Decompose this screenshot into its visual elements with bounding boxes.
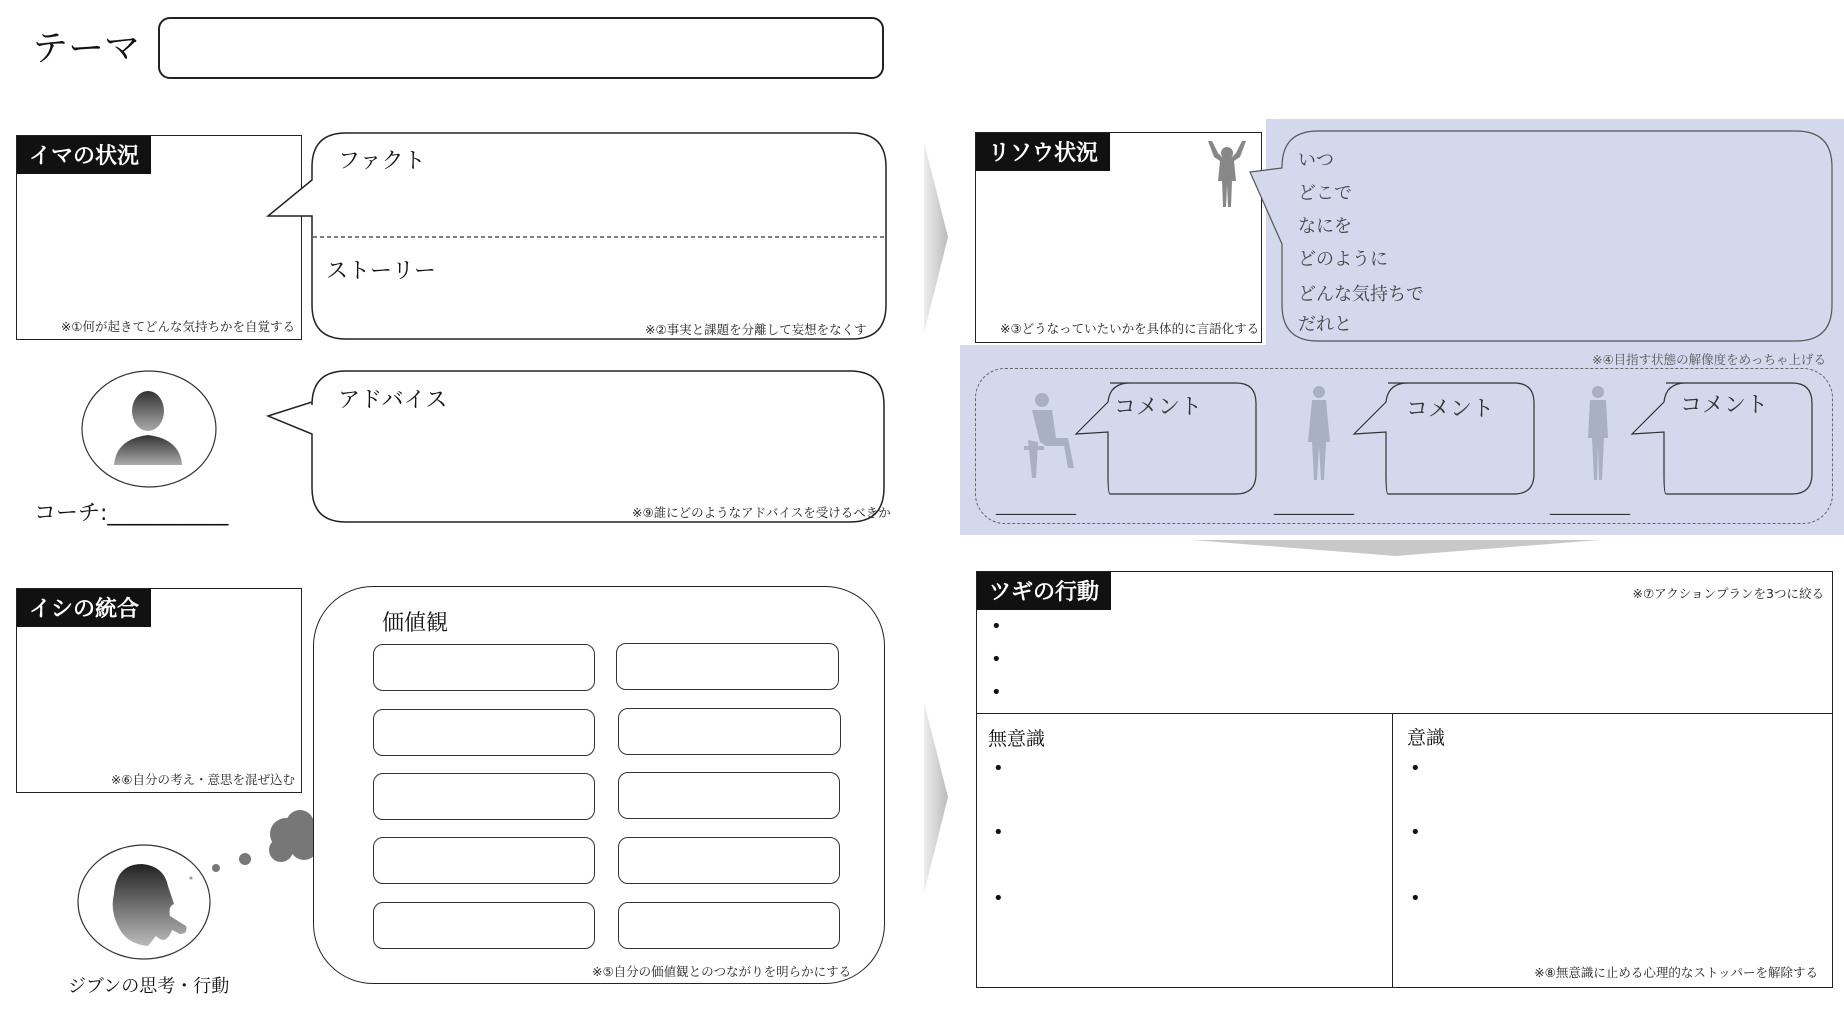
- unconscious-box[interactable]: [976, 713, 1394, 988]
- person-icon: [132, 391, 164, 431]
- ishi-box[interactable]: [16, 588, 302, 793]
- conscious-bullet[interactable]: •: [1410, 888, 1421, 909]
- theme-input[interactable]: [158, 17, 884, 79]
- unconscious-label: 無意識: [988, 728, 1046, 750]
- arrow-right-icon: [922, 700, 950, 895]
- value-slot[interactable]: [373, 709, 595, 756]
- man-standing-icon: [1582, 384, 1614, 482]
- value-slot[interactable]: [618, 902, 840, 949]
- theme-label: テーマ: [32, 28, 141, 69]
- ima-box[interactable]: [16, 135, 302, 340]
- unconscious-bullet[interactable]: •: [993, 822, 1004, 843]
- value-slot[interactable]: [616, 643, 839, 690]
- ima-note: ※①何が起きてどんな気持ちかを自覚する: [60, 319, 295, 334]
- story-label: ストーリー: [326, 259, 437, 284]
- arrow-right-icon: [922, 140, 950, 335]
- coach-avatar: [80, 369, 218, 489]
- ishi-tag: イシの統合: [17, 589, 151, 627]
- next-bullet[interactable]: •: [991, 682, 1002, 703]
- comment-name-line[interactable]: __________: [996, 496, 1076, 515]
- question-item: どんな気持ちで: [1298, 284, 1424, 305]
- unconscious-bullet[interactable]: •: [993, 888, 1004, 909]
- comment-name-line[interactable]: __________: [1550, 496, 1630, 515]
- value-slot[interactable]: [373, 773, 595, 820]
- advice-label: アドバイス: [338, 388, 448, 413]
- conscious-label: 意識: [1407, 727, 1446, 749]
- resolution-note: ※④目指す状態の解像度をめっちゃ上げる: [1592, 352, 1827, 367]
- conscious-note: ※⑧無意識に止める心理的なストッパーを解除する: [1534, 965, 1818, 980]
- conscious-box[interactable]: [1392, 713, 1833, 988]
- comment-label: コメント: [1114, 395, 1203, 420]
- fact-story-note: ※②事実と課題を分離して妄想をなくす: [645, 322, 867, 337]
- value-slot[interactable]: [618, 772, 840, 819]
- fact-label: ファクト: [338, 149, 426, 174]
- values-label: 価値観: [382, 611, 449, 636]
- ima-tag: イマの状況: [17, 136, 151, 174]
- comment-name-line[interactable]: __________: [1274, 496, 1354, 515]
- arrow-down-icon: [1190, 538, 1602, 558]
- ishi-note: ※⑥自分の考え・意思を混ぜ込む: [110, 772, 295, 787]
- riso-note: ※③どうなっていたいかを具体的に言語化する: [1000, 321, 1260, 336]
- question-item: なにを: [1298, 216, 1352, 237]
- value-slot[interactable]: [373, 902, 595, 949]
- question-item: どこで: [1298, 183, 1352, 204]
- conscious-bullet[interactable]: •: [1410, 822, 1421, 843]
- sitting-person-icon: [1018, 390, 1078, 482]
- coach-label[interactable]: コーチ:___________: [34, 501, 229, 526]
- next-note: ※⑦アクションプランを3つに絞る: [1632, 586, 1824, 601]
- value-slot[interactable]: [373, 644, 595, 691]
- self-label: ジブンの思考・行動: [68, 976, 230, 997]
- value-slot[interactable]: [618, 837, 840, 884]
- comment-label: コメント: [1680, 393, 1769, 418]
- next-bullet[interactable]: •: [991, 616, 1002, 637]
- next-bullet[interactable]: •: [991, 649, 1002, 670]
- question-item: どのように: [1298, 249, 1388, 270]
- thinking-person: [76, 806, 316, 964]
- conscious-bullet[interactable]: •: [1410, 758, 1421, 779]
- values-note: ※⑤自分の価値観とのつながりを明らかにする: [592, 964, 852, 979]
- advice-note: ※⑨誰にどのようなアドバイスを受けるべきか: [632, 505, 891, 520]
- riso-box[interactable]: [975, 132, 1262, 343]
- question-item: だれと: [1298, 314, 1352, 335]
- riso-tag: リソウ状況: [976, 133, 1110, 171]
- next-action-box[interactable]: [976, 571, 1833, 714]
- comment-label: コメント: [1406, 397, 1495, 422]
- celebrating-person-icon: [1204, 139, 1250, 209]
- question-item: いつ: [1298, 150, 1334, 171]
- unconscious-bullet[interactable]: •: [993, 758, 1004, 779]
- next-tag: ツギの行動: [977, 572, 1111, 610]
- value-slot[interactable]: [618, 708, 841, 755]
- woman-icon: [1302, 384, 1336, 482]
- value-slot[interactable]: [373, 837, 595, 884]
